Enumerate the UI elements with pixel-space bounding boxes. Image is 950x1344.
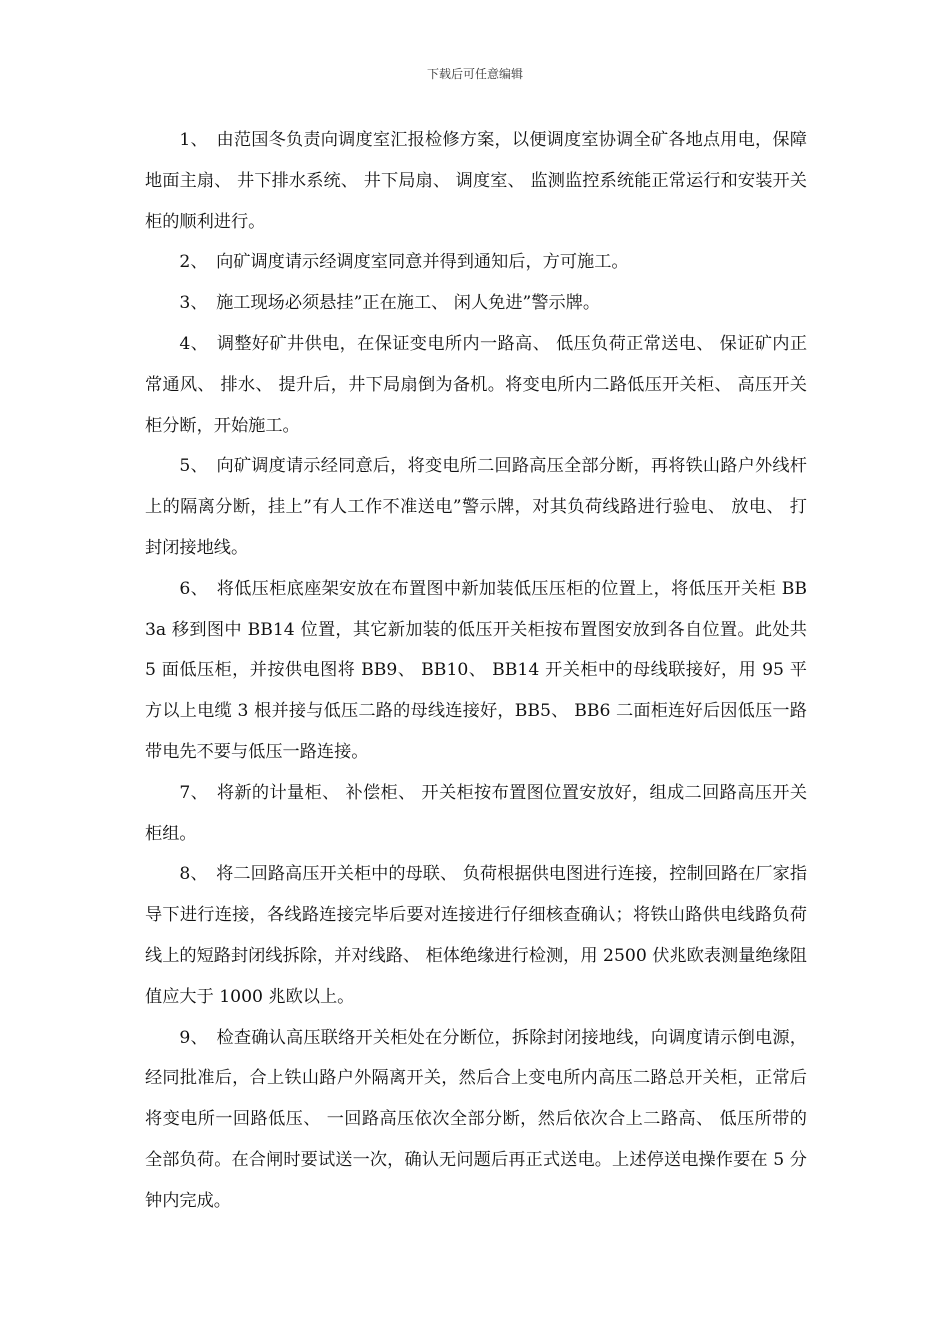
paragraph-6 bbox=[145, 569, 807, 773]
paragraph-9 bbox=[145, 1018, 807, 1222]
paragraph-number: 1、 bbox=[179, 130, 208, 150]
paragraph-text: 向矿调度请示经同意后，将变电所二回路高压全部分断，再将铁山路户外线杆上的隔离分断，挂上”有人工作不准送电”警示牌，对其负荷线路进行验电、 放电、 打封闭接地线。 bbox=[145, 456, 807, 558]
paragraph-number: 5、 bbox=[179, 456, 208, 477]
paragraph-text: 调整好矿井供电，在保证变电所内一路高、 低压负荷正常送电、 保证矿内正常通风、 排水、 提升后，井下局扇倒为备机。将变电所内二路低压开关柜、 高压开关柜分断，开始施工。 bbox=[145, 333, 808, 436]
paragraph-text: 检查确认高压联络开关柜处在分断位，拆除封闭接地线，向调度请示倒电源，经同批准后，合上铁山路户外隔离开关，然后合上变电所内高压二路总开关柜，正常后将变电所一回路低压、 一回路高压依次全部分断，然后依次合上二路高、 低压所带的全部负荷。在合闸时要试送一次，确认无问题后再正式送电。上述停送电操作要在 5 分钟内完成。 bbox=[145, 1027, 807, 1211]
paragraph-number: 6、 bbox=[179, 578, 209, 599]
paragraph-text: 将低压柜底座架安放在布置图中新加装低压压柜的位置上，将低压开关柜 BB3a 移到图中 BB14 位置，其它新加装的低压开关柜按布置图安放到各自位置。此处共 5 面低压柜，并按供电图将 BB9、 BB10、 BB14 开关柜中的母线联接好，用 95 平方以上电缆 3 根并接与低压二路的母线连接好，BB5、 BB6 二面柜连好后因低压一路带电先不要与低压一路连接。 bbox=[145, 578, 808, 762]
paragraph-number: 9、 bbox=[179, 1027, 208, 1048]
paragraph-number: 3、 bbox=[179, 293, 208, 314]
paragraph-number: 7、 bbox=[179, 782, 209, 803]
paragraph-text: 向矿调度请示经调度室同意并得到通知后，方可施工。 bbox=[216, 252, 629, 273]
paragraph-2 bbox=[145, 242, 807, 283]
paragraph-7 bbox=[145, 773, 807, 855]
paragraph-5 bbox=[145, 446, 807, 568]
paragraph-3 bbox=[145, 283, 807, 324]
paragraph-number: 8、 bbox=[179, 864, 208, 885]
document-body bbox=[145, 120, 807, 1222]
paragraph-4 bbox=[145, 324, 807, 446]
paragraph-8 bbox=[145, 854, 807, 1017]
paragraph-text: 将二回路高压开关柜中的母联、 负荷根据供电图进行连接，控制回路在厂家指导下进行连接，各线路连接完毕后要对连接进行仔细核查确认；将铁山路供电线路负荷线上的短路封闭线拆除，并对线路、 柜体绝缘进行检测，用 2500 伏兆欧表测量绝缘阻值应大于 1000 兆欧以上。 bbox=[145, 864, 808, 1007]
page-header: 下载后可任意编辑 bbox=[426, 67, 523, 81]
paragraph-number: 2、 bbox=[179, 252, 208, 273]
paragraph-text: 由范国冬负责向调度室汇报检修方案，以便调度室协调全矿各地点用电，保障地面主扇、 井下排水系统、 井下局扇、 调度室、 监测监控系统能正常运行和安装开关柜的顺利进行。 bbox=[145, 130, 807, 232]
paragraph-text: 将新的计量柜、 补偿柜、 开关柜按布置图位置安放好，组成二回路高压开关柜组。 bbox=[145, 782, 808, 844]
paragraph-1 bbox=[145, 120, 807, 242]
paragraph-text: 施工现场必须悬挂”正在施工、 闲人免进”警示牌。 bbox=[216, 293, 601, 314]
paragraph-number: 4、 bbox=[179, 333, 209, 354]
